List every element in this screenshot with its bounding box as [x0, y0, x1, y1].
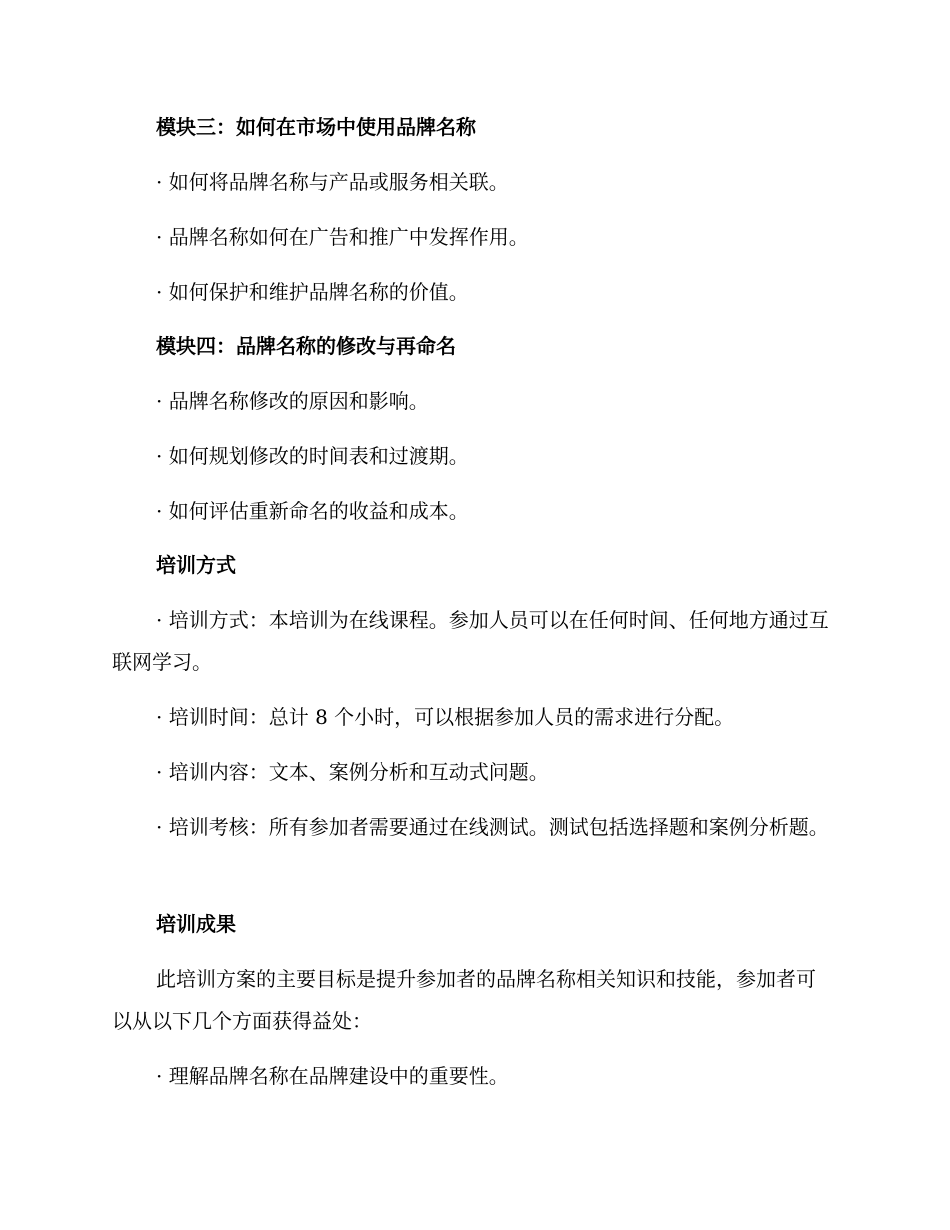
module4-item-1: · 品牌名称修改的原因和影响。: [156, 389, 429, 413]
module3-item-1: · 如何将品牌名称与产品或服务相关联。: [156, 170, 509, 194]
module3-item-2: · 品牌名称如何在广告和推广中发挥作用。: [156, 225, 529, 249]
training-results-item-1: · 理解品牌名称在品牌建设中的重要性。: [156, 1064, 509, 1088]
training-method-item-3: · 培训内容：文本、案例分析和互动式问题。: [156, 760, 549, 784]
module4-item-2: · 如何规划修改的时间表和过渡期。: [156, 444, 469, 468]
training-results-heading: 培训成果: [156, 912, 236, 936]
training-method-item-1: · 培训方式：本培训为在线课程。参加人员可以在任何时间、任何地方通过互联网学习。: [112, 608, 829, 674]
module3-heading: 模块三：如何在市场中使用品牌名称: [156, 115, 476, 139]
training-method-heading: 培训方式: [156, 553, 236, 577]
training-results-intro: 此培训方案的主要目标是提升参加者的品牌名称相关知识和技能，参加者可以从以下几个方面获得益处：: [112, 967, 816, 1033]
module3-item-3: · 如何保护和维护品牌名称的价值。: [156, 280, 469, 304]
module4-heading: 模块四：品牌名称的修改与再命名: [156, 334, 456, 358]
training-method-item-2: · 培训时间：总计 8 个小时，可以根据参加人员的需求进行分配。: [156, 705, 735, 729]
training-method-item-4: · 培训考核：所有参加者需要通过在线测试。测试包括选择题和案例分析题。: [156, 815, 829, 839]
module4-item-3: · 如何评估重新命名的收益和成本。: [156, 499, 469, 523]
